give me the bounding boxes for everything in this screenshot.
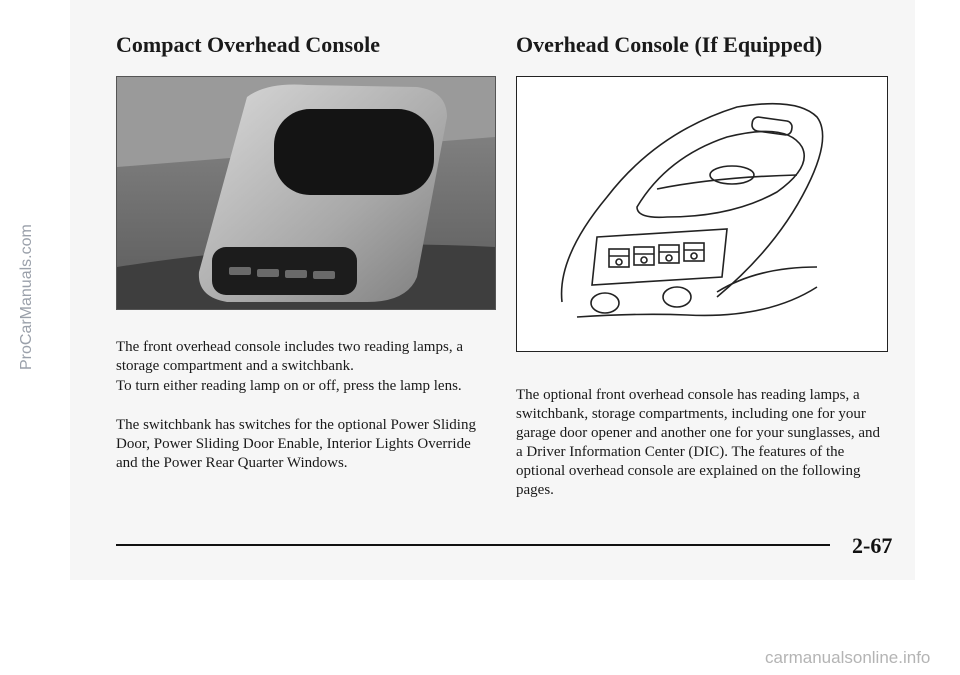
paragraph-switchbank: The switchbank has switches for the optional Power Sliding Door, Power Sliding Door Enable, Interior Lights Override and the Power Rear Quarter Windows. xyxy=(116,417,476,471)
watermark-text: ProCarManuals.com xyxy=(18,224,35,370)
paragraph-optional-console: The optional front overhead console has reading lamps, a switchbank, storage compartments, including one for your garage door opener and another one for your sunglasses, and a Driver Information Center (DIC). The features of the optional overhead console are explained on the following pages. xyxy=(516,387,881,498)
compact-console-photo xyxy=(116,76,496,310)
paragraph-reading-lamp: To turn either reading lamp on or off, press the lamp lens. xyxy=(116,378,462,394)
overhead-console-illustration xyxy=(516,76,888,352)
compact-console-heading: Compact Overhead Console xyxy=(116,32,380,57)
paragraph-console-includes: The front overhead console includes two reading lamps, a storage compartment and a switchbank. xyxy=(116,339,463,374)
page-number: 2-67 xyxy=(852,533,893,558)
overhead-console-heading: Overhead Console (If Equipped) xyxy=(516,32,823,57)
footer-logo-text: carmanualsonline.info xyxy=(765,648,931,667)
footer-rule xyxy=(116,544,830,546)
